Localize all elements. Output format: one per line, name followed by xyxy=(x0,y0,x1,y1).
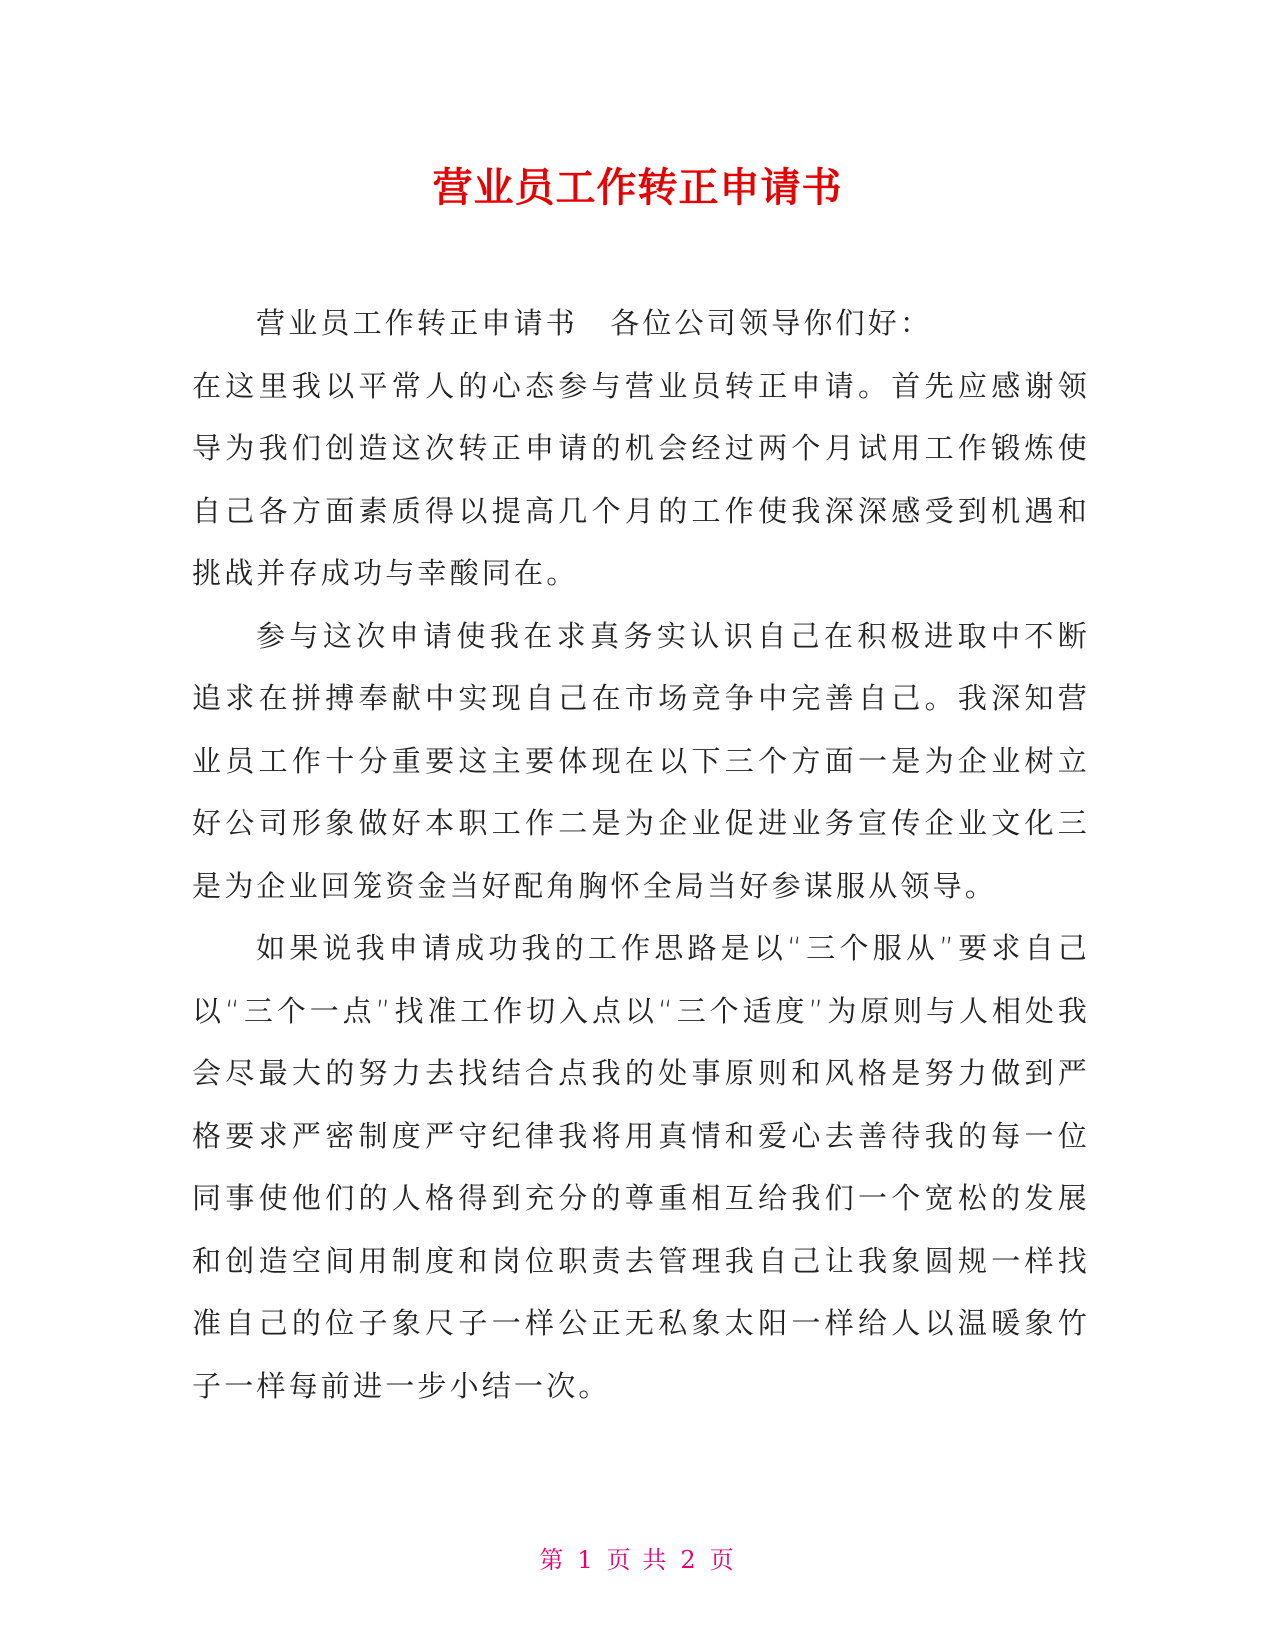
footer-label-of: 页 共 xyxy=(606,1546,669,1574)
paragraph-greeting: 营业员工作转正申请书 各位公司领导你们好： xyxy=(256,306,933,340)
paragraph-understanding: 参与这次申请使我在求真务实认识自己在积极进取中不断追求在拼搏奉献中实现自己在市场竞争中完善自己。我深知营业员工作十分重要这主要体现在以下三个方面一是为企业树立好公司形象做好本职工作二是为企业促进业务宣传企业文化三是为企业回笼资金当好配角胸怀全局当好参谋服从领导。 xyxy=(192,618,1090,903)
paragraph-intro: 在这里我以平常人的心态参与营业员转正申请。首先应感谢领导为我们创造这次转正申请的机会经过两个月试用工作锻炼使自己各方面素质得以提高几个月的工作使我深深感受到机遇和挑战并存成功与幸酸同在。 xyxy=(192,368,1090,590)
page-footer xyxy=(0,1540,1275,1575)
footer-label-end: 页 xyxy=(709,1546,736,1574)
footer-total-pages: 2 xyxy=(680,1546,698,1574)
footer-label-page: 第 xyxy=(539,1546,566,1574)
paragraph-work-plan: 如果说我申请成功我的工作思路是以“三个服从”要求自己以“三个一点”找准工作切入点以“三个适度”为原则与人相处我会尽最大的努力去找结合点我的处事原则和风格是努力做到严格要求严密制度严守纪律我将用真情和爱心去善待我的每一位同事使他们的人格得到充分的尊重相互给我们一个宽松的发展和创造空间用制度和岗位职责去管理我自己让我象圆规一样找准自己的位子象尺子一样公正无私象太阳一样给人以温暖象竹子一样每前进一步小结一次。 xyxy=(192,931,1090,1403)
document-title: 营业员工作转正申请书 xyxy=(432,165,843,211)
document-body xyxy=(192,292,1090,1417)
footer-current-page: 1 xyxy=(577,1546,595,1574)
